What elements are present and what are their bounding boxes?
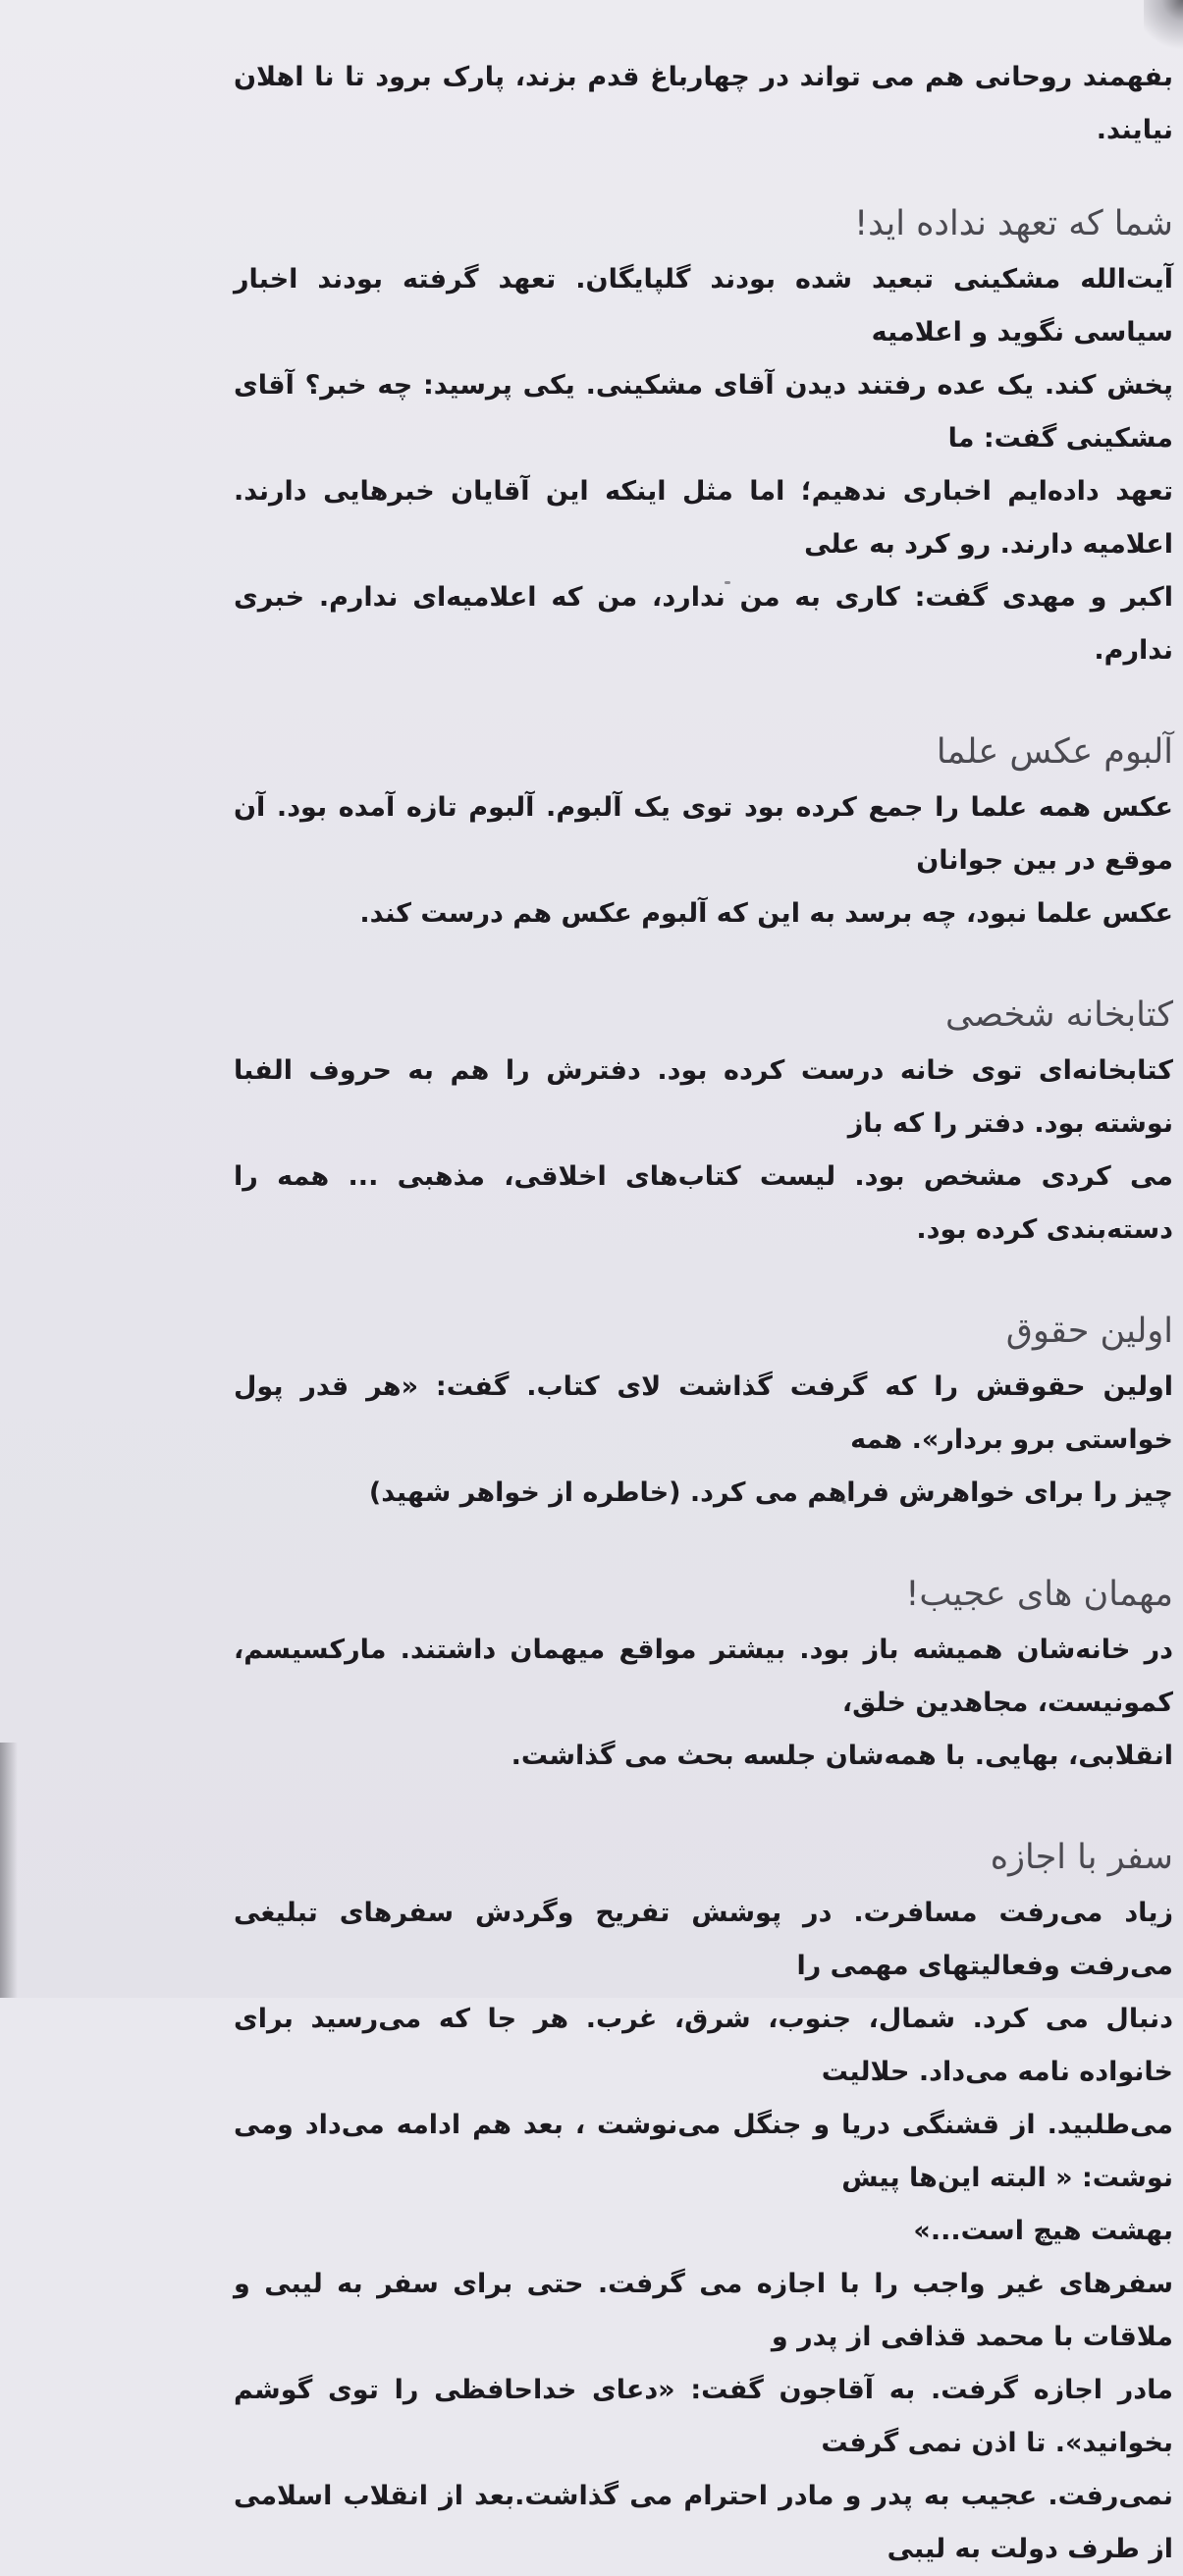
section-album [234,723,1173,940]
text-column [234,51,1173,2576]
section-first-salary [234,1302,1173,1520]
text-line: آیت‌الله مشکینی تبعید شده بودند گلپایگان. تعهد گرفته بودند اخبار سیاسی نگوید و اعلامیه [234,264,1173,348]
text-line: سفرهای غیر واجب را با اجازه می گرفت. حتی برای سفر به لیبی و ملاقات با محمد قذافی از پدر و [234,2269,1173,2352]
text-line: دنبال می کرد. شمال، جنوب، شرق، غرب. هر جا که می‌رسید برای خانواده نامه می‌داد. حلالیت [234,2004,1173,2087]
text-line: بهشت هیچ است...» [913,2216,1173,2246]
section-pledge [234,194,1173,677]
text-line: اکبر و مهدی گفت: کاری به من ندارد، من که اعلامیه‌ای ندارم. خبری ندارم. [234,582,1173,666]
section-heading: مهمان های عجیب! [905,1575,1173,1614]
text-line: پخش کند. یک عده رفتند دیدن آقای مشکینی. یکی پرسید: چه خبر؟ آقای مشکینی گفت: ما [234,370,1173,454]
text-line: می کردی مشخص بود. لیست کتاب‌های اخلاقی، مذهبی ... همه را دسته‌بندی کرده بود. [234,1161,1173,1245]
page-corner-shadow [1144,0,1183,59]
section-library [234,986,1173,1257]
page-edge-shadow [0,1743,18,1998]
text-line: انقلابی، بهایی. با همه‌شان جلسه بحث می گذاشت. [511,1741,1173,1771]
section-heading: شما که تعهد نداده اید! [854,204,1173,243]
section-heading: کتابخانه شخصی [945,995,1173,1035]
text-line: چیز را برای خواهرش فراهم می کرد. (خاطره از خواهر شهید) [368,1477,1173,1508]
text-line: کتابخانه‌ای توی خانه درست کرده بود. دفترش را هم به حروف الفبا نوشته بود. دفتر را که باز [234,1055,1173,1139]
text-line: عکس همه علما را جمع کرده بود توی یک آلبوم. آلبوم تازه آمده بود. آن موقع در بین جوانان [234,792,1173,876]
text-line: مادر اجازه گرفت. به آقاجون گفت: «دعای خداحافظی را توی گوشم بخوانید». تا اذن نمی گرفت [234,2375,1173,2458]
text-line: عکس علما نبود، چه برسد به این که آلبوم عکس هم درست کند. [359,898,1173,929]
section-travel-permission [234,1828,1173,2576]
section-heading: اولین حقوق [1005,1312,1173,1351]
section-strange-guests [234,1565,1173,1783]
text-line: زیاد می‌رفت مسافرت. در پوشش تفریح وگردش سفرهای تبلیغی می‌رفت وفعالیتهای مهمی را [234,1898,1173,1981]
text-line: در خانه‌شان همیشه باز بود. بیشتر مواقع میهمان داشتند. مارکسیسم، کمونیست، مجاهدین خلق، [234,1635,1173,1718]
text-line: می‌طلبید. از قشنگی دریا و جنگل می‌نوشت ، بعد هم ادامه می‌داد ومی نوشت: « البته این‌ها پیش [234,2110,1173,2193]
text-line: اولین حقوقش را که گرفت گذاشت لای کتاب. گفت: «هر قدر پول خواستی برو بردار». همه [234,1371,1173,1455]
text-line: نمی‌رفت. عجیب به پدر و مادر احترام می گذاشت.بعد از انقلاب اسلامی از طرف دولت به لیبی [234,2481,1173,2564]
section-heading: سفر با اجازه [990,1838,1173,1877]
text-line: تعهد داده‌ایم اخباری ندهیم؛ اما مثل اینکه این آقایان خبرهایی دارند. اعلامیه دارند. رو کرد به علی [234,476,1173,560]
section-heading: آلبوم عکس علما [936,732,1173,772]
intro-line: بفهمند روحانی هم می تواند در چهارباغ قدم بزند، پارک برود تا نا اهلان نیایند. [234,62,1173,145]
